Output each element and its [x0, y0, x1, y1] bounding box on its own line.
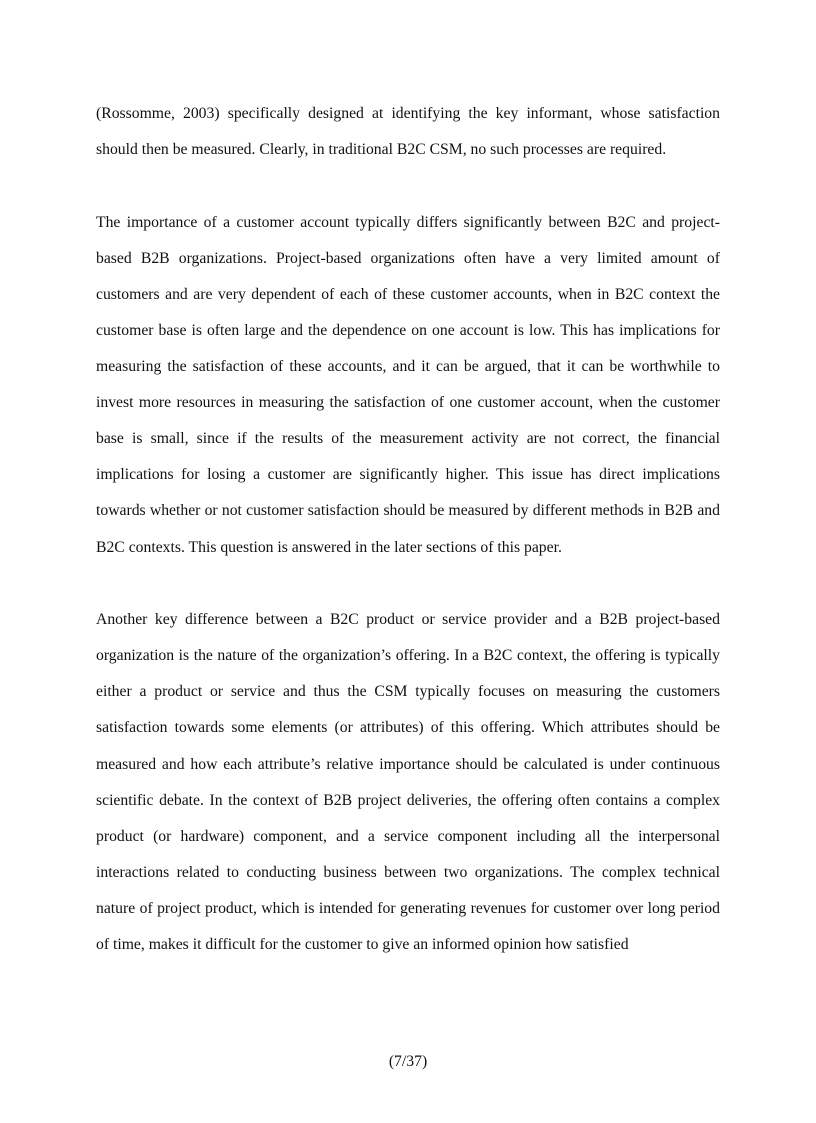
body-text	[96, 96, 720, 963]
paragraph-3: Another key difference between a B2C product or service provider and a B2B project-based organization is the nature of the organization’s offering. In a B2C context, the offering is typically either a product or service and thus the CSM typically focuses on measuring the customers satisfaction towards some elements (or attributes) of this offering. Which attributes should be measured and how each attribute’s relative importance should be calculated is under continuous scientific debate. In the context of B2B project deliveries, the offering often contains a complex product (or hardware) component, and a service component including all the interpersonal interactions related to conducting business between two organizations. The complex technical nature of project product, which is intended for generating revenues for customer over long period of time, makes it difficult for the customer to give an informed opinion how satisfied	[96, 611, 720, 953]
paragraph-1: (Rossomme, 2003) specifically designed at identifying the key informant, whose satisfaction should then be measured. Clearly, in traditional B2C CSM, no such processes are required.	[96, 105, 720, 159]
paragraph-2: The importance of a customer account typically differs significantly between B2C and project-based B2B organizations. Project-based organizations often have a very limited amount of customers and are very dependent of each of these customer accounts, when in B2C context the customer base is often large and the dependence on one account is low. This has implications for measuring the satisfaction of these accounts, and it can be argued, that it can be worthwhile to invest more resources in measuring the satisfaction of one customer account, when the customer base is small, since if the results of the measurement activity are not correct, the financial implications for losing a customer are significantly higher. This issue has direct implications towards whether or not customer satisfaction should be measured by different methods in B2B and B2C contexts. This question is answered in the later sections of this paper.	[96, 213, 720, 556]
page-number: (7/37)	[388, 1053, 428, 1070]
